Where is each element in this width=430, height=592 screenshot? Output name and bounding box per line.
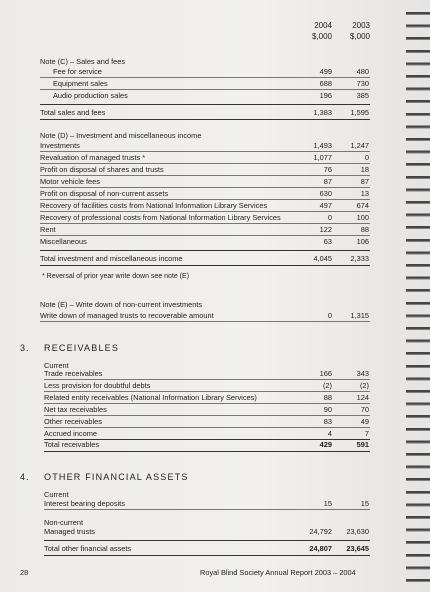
table-row: Recovery of facilities costs from National Information Library Services 497 674	[40, 201, 369, 210]
section-number: 3.	[20, 343, 30, 353]
total-row: Total receivables 429 591	[44, 440, 369, 449]
column-unit: $,000	[349, 32, 370, 41]
table-row: Accrued income 4 7	[44, 429, 369, 438]
table-row: Recovery of professional costs from National Information Library Services 0 100	[40, 213, 369, 222]
spiral-binding	[406, 6, 430, 590]
column-header-2004	[306, 20, 332, 42]
table-row: Profit on disposal of shares and trusts 76 18	[40, 165, 369, 174]
table-row: Managed trusts 24,792 23,630	[44, 527, 369, 536]
total-row: Total investment and miscellaneous income 4,045 2,333	[40, 254, 369, 263]
note-d-heading: Note (D) – Investment and miscellaneous income	[40, 131, 202, 140]
footer-title: Royal Blind Society Annual Report 2003 – 2004	[200, 568, 356, 577]
table-row: Revaluation of managed trusts * 1,077 0	[40, 153, 369, 162]
table-row: Interest bearing deposits 15 15	[44, 499, 369, 508]
column-year: 2004	[314, 21, 332, 30]
table-row: Profit on disposal of non-current assets 630 13	[40, 189, 369, 198]
subheading: Current	[44, 361, 69, 370]
table-row: Rent 122 88	[40, 225, 369, 234]
table-row: Miscellaneous 63 106	[40, 237, 369, 246]
subheading: Non-current	[44, 518, 84, 527]
subheading: Current	[44, 490, 69, 499]
table-row: Net tax receivables 90 70	[44, 405, 369, 414]
total-row: Total sales and fees 1,383 1,595	[40, 108, 369, 117]
table-row: Write down of managed trusts to recoverable amount 0 1,315	[40, 311, 369, 320]
table-row: Fee for service 499 480	[53, 67, 369, 76]
column-unit: $,000	[311, 32, 332, 41]
column-year: 2003	[352, 21, 370, 30]
table-row: Audio production sales 196 385	[53, 91, 369, 100]
table-row: Other receivables 83 49	[44, 417, 369, 426]
table-row: Investments 1,493 1,247	[40, 141, 369, 150]
section-title: RECEIVABLES	[44, 343, 120, 353]
section-title: OTHER FINANCIAL ASSETS	[44, 472, 189, 482]
footnote: * Reversal of prior year write down see note (E)	[42, 273, 190, 280]
table-row: Less provision for doubtful debts (2) (2)	[44, 381, 369, 390]
column-header-2003	[342, 20, 370, 42]
table-row: Trade receivables 166 343	[44, 369, 369, 378]
table-row: Equipment sales 688 730	[53, 79, 369, 88]
total-row: Total other financial assets 24,807 23,645	[44, 544, 369, 553]
table-row: Motor vehicle fees 87 87	[40, 177, 369, 186]
note-e-heading: Note (E) – Write down of non-current investments	[40, 300, 203, 309]
table-row: Related entity receivables (National Information Library Services) 88 124	[44, 393, 369, 402]
section-number: 4.	[20, 472, 30, 482]
note-c-heading: Note (C) – Sales and fees	[40, 57, 126, 66]
page-number: 28	[20, 568, 29, 577]
